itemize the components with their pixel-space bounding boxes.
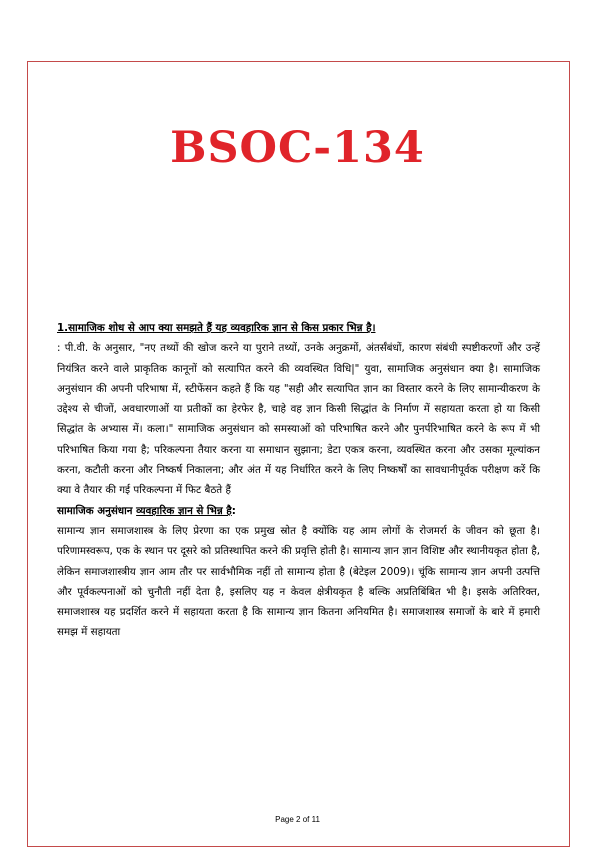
question-heading: 1.सामाजिक शोध से आप क्या समझते हैं यह व्यवहारिक ज्ञान से किस प्रकार भिन्न है। — [57, 322, 376, 334]
answer-paragraph-2: सामान्य ज्ञान समाजशास्त्र के लिए प्रेरणा का एक प्रमुख स्रोत है क्योंकि यह आम लोगों के रोजमर्रा के जीवन को छूता है। परिणामस्वरूप, एक के स्थान पर दूसरे को प्रतिस्थापित करने की प्रवृत्ति होती है। सामान्य ज्ञान ज्ञान विशिष्ट और स्थानीयकृत होता है, लेकिन समाजशास्त्रीय ज्ञान आम तौर पर सार्वभौमिक नहीं तो सामान्य होता है (बेटेइल 2009)। चूंकि सामान्य ज्ञान अपनी उत्पत्ति और पूर्वकल्पनाओं को चुनौती नहीं देता है, इसलिए यह न केवल क्षेत्रीयकृत है बल्कि अप्रतिबिंबित भी है। इसके अतिरिक्त, समाजशास्त्र यह प्रदर्शित करने में सहायता करता है कि सामान्य ज्ञान कितना अनियमित है। समाजशास्त्र समाजों के बारे में हमारी समझ में सहायता — [57, 524, 540, 639]
section-heading-suffix: : — [231, 504, 236, 517]
content-body — [57, 318, 540, 643]
answer-paragraph-1: : पी.वी. के अनुसार, "नए तथ्यों की खोज करने या पुराने तथ्यों, उनके अनुक्रमों, अंतर्संबंधों, कारण संबंधी स्पष्टीकरणों और उन्हें नियंत्रित करने वाले प्राकृतिक कानूनों को सत्यापित करने की व्यवस्थित विधि|" युवा, सामाजिक अनुसंधान क्या है। सामाजिक अनुसंधान की अपनी परिभाषा में, स्टीफेंसन कहते हैं कि यह "सही और सत्यापित ज्ञान का विस्तार करने के लिए सामान्यीकरण के उद्देश्य से चीजों, अवधारणाओं या प्रतीकों का हेरफेर है, चाहे वह ज्ञान किसी सिद्धांत के निर्माण में सहायता करता हो या किसी सिद्धांत के अभ्यास में। कला।" सामाजिक अनुसंधान को समस्याओं को परिभाषित करने और पुनर्परिभाषित करने के रूप में भी परिभाषित किया गया है; परिकल्पना तैयार करना या समाधान सुझाना; डेटा एकत्र करना, व्यवस्थित करना और उसका मूल्यांकन करना, कटौती करना और निष्कर्ष निकालना; और अंत में यह निर्धारित करने के लिए निष्कर्षों का सावधानीपूर्वक परीक्षण करें कि क्या वे तैयार की गई परिकल्पना में फिट बैठते हैं — [57, 342, 540, 497]
section-heading-prefix: सामाजिक अनुसंधान — [57, 504, 137, 517]
page-number: Page 2 of 11 — [275, 815, 320, 824]
document-code-title: BSOC-134 — [170, 123, 425, 173]
section-heading — [57, 501, 540, 521]
section-heading-underlined: व्यवहारिक ज्ञान से भिन्न है — [136, 504, 232, 517]
